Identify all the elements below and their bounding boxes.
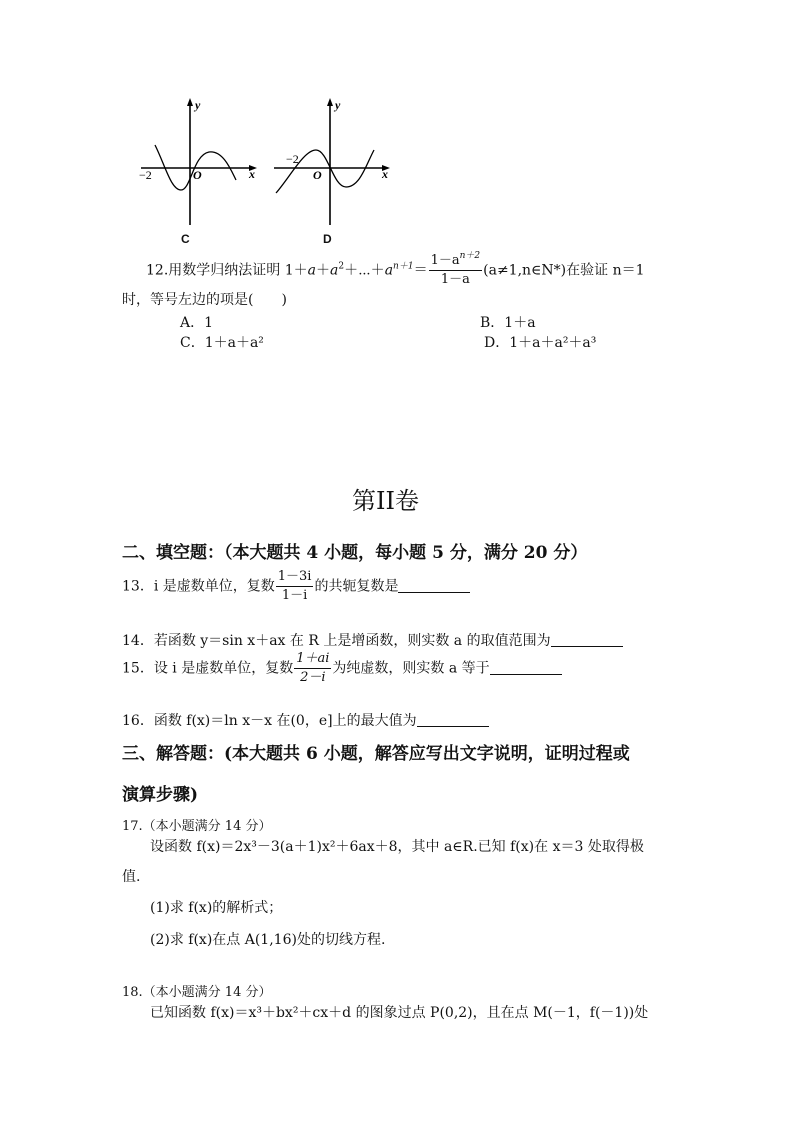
graph-d — [268, 95, 398, 246]
q14-answer-blank — [551, 632, 623, 647]
q13-answer-blank — [398, 578, 470, 593]
graph-c-plot — [133, 95, 263, 235]
q15-pre: 15．设 i 是虚数单位，复数 — [122, 660, 294, 677]
q17-head: 17.（本小题满分 14 分） — [122, 819, 272, 834]
q15-den: 2－i — [300, 670, 326, 685]
graph-label: D — [323, 232, 332, 246]
tick-label: −2 — [139, 168, 152, 182]
graph-label: C — [181, 232, 190, 246]
q17-line1: 设函数 f(x)＝2x³－3(a＋1)x²＋6ax＋8，其中 a∈R.已知 f(x)在 x＝3 处取得极 — [150, 839, 644, 855]
q13-num: 1－3i — [276, 568, 314, 587]
q16-answer-blank — [417, 712, 489, 727]
q14-text: 14．若函数 y＝sin x＋ax 在 R 上是增函数，则实数 a 的取值范围为 — [122, 633, 551, 649]
question-14 — [122, 630, 623, 650]
y-label: y — [335, 98, 341, 112]
q12-option-b: B．1＋a — [480, 315, 536, 331]
origin-label: O — [193, 168, 202, 182]
q12-exp2: 2 — [338, 261, 345, 272]
q12-prefix: 12.用数学归纳法证明 1＋ — [146, 262, 308, 279]
origin-label: O — [313, 168, 322, 182]
q12-a2: a — [329, 262, 339, 279]
q12-fraction — [429, 252, 483, 289]
x-label: x — [249, 167, 255, 181]
q12-frac-num-exp: n＋2 — [459, 251, 481, 261]
q12-expn1: n＋1 — [393, 261, 414, 272]
q18-head: 18.（本小题满分 14 分） — [122, 985, 272, 1000]
question-16 — [122, 710, 489, 730]
q12-condition: (a≠1,n∈N*)在验证 n＝1 — [483, 262, 645, 279]
question-13 — [122, 568, 470, 605]
q12-option-a: A．1 — [180, 315, 214, 331]
q17-part2: (2)求 f(x)在点 A(1,16)处的切线方程. — [150, 932, 386, 948]
question-15 — [122, 650, 562, 687]
q13-fraction — [276, 568, 314, 605]
q12-frac-num: 1－a — [430, 253, 460, 268]
q12-frac-den: 1－a — [440, 272, 470, 287]
q12-option-d: D．1＋a＋a²＋a³ — [484, 335, 597, 351]
q17-line2: 值. — [122, 869, 141, 885]
q15-post: 为纯虚数，则实数 a 等于 — [332, 660, 490, 677]
section3-heading-line2: 演算步骤) — [122, 785, 199, 805]
tick-label: −2 — [286, 152, 299, 166]
q13-pre: 13．i 是虚数单位，复数 — [122, 578, 275, 595]
q12-eq: ＝ — [413, 262, 428, 279]
q13-post: 的共轭复数是 — [314, 578, 399, 595]
q12-an: a — [384, 262, 394, 279]
question-12-line1 — [146, 252, 645, 289]
graph-c — [133, 95, 263, 246]
q15-answer-blank — [490, 660, 562, 675]
q13-den: 1－i — [281, 588, 308, 603]
q12-option-c: C．1＋a＋a² — [180, 335, 264, 351]
x-label: x — [382, 167, 388, 181]
q16-text: 16．函数 f(x)＝ln x－x 在(0，e]上的最大值为 — [122, 713, 417, 729]
q15-fraction — [294, 650, 331, 687]
part2-title: 第II卷 — [352, 487, 419, 515]
q15-num: 1＋ai — [294, 650, 331, 669]
q12-a: a — [307, 262, 316, 279]
y-label: y — [195, 98, 201, 112]
q18-line1: 已知函数 f(x)＝x³＋bx²＋cx＋d 的图象过点 P(0,2)，且在点 M(－1，f(－1))处 — [150, 1005, 649, 1021]
section2-heading: 二、填空题：（本大题共 4 小题，每小题 5 分，满分 20 分） — [122, 543, 588, 563]
q17-part1: (1)求 f(x)的解析式； — [150, 900, 283, 916]
section3-heading-line1: 三、解答题：(本大题共 6 小题，解答应写出文字说明，证明过程或 — [122, 744, 630, 764]
question-12-line2: 时，等号左边的项是( ) — [122, 292, 287, 308]
y-axis-arrow — [187, 98, 193, 106]
graph-d-plot — [268, 95, 398, 235]
y-axis-arrow — [327, 98, 333, 106]
q12-dots: ＋⋯＋ — [344, 262, 385, 279]
q12-plus: ＋ — [315, 262, 330, 279]
